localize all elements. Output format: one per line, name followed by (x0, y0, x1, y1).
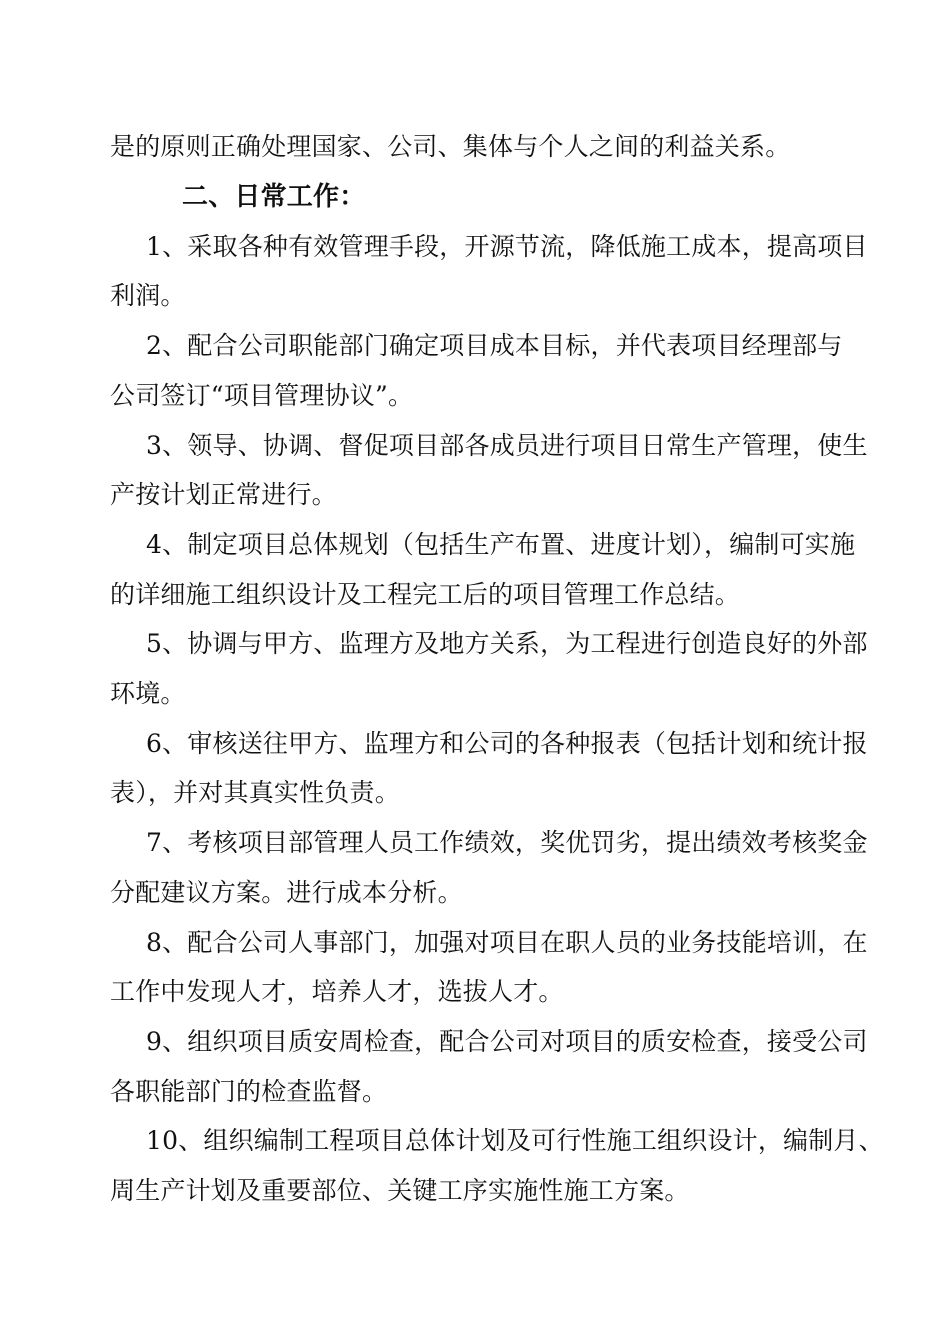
text-line: 公司签订“项目管理协议”。 (110, 380, 414, 410)
text-line: 2、配合公司职能部门确定项目成本目标，并代表项目经理部与 (146, 331, 843, 361)
text-line: 是的原则正确处理国家、公司、集体与个人之间的利益关系。 (110, 132, 791, 161)
text-line: 各职能部门的检查监督。 (110, 1076, 388, 1106)
text-line: 分配建议方案。进行成本分析。 (110, 877, 463, 907)
text-line: 利润。 (110, 281, 186, 311)
text-line: 7、考核项目部管理人员工作绩效，奖优罚劣，提出绩效考核奖金 (146, 828, 868, 858)
text-line: 6、审核送往甲方、监理方和公司的各种报表（包括计划和统计报 (146, 728, 868, 758)
text-line: 环境。 (110, 679, 186, 709)
text-line: 产按计划正常进行。 (110, 480, 337, 510)
text-line: 10、组织编制工程项目总体计划及可行性施工组织设计，编制月、 (146, 1126, 884, 1156)
document-body (110, 122, 884, 1216)
text-line: 4、制定项目总体规划（包括生产布置、进度计划），编制可实施 (146, 529, 856, 559)
text-line: 3、领导、协调、督促项目部各成员进行项目日常生产管理，使生 (146, 430, 868, 460)
text-line: 1、采取各种有效管理手段，开源节流，降低施工成本，提高项目 (146, 231, 868, 261)
text-line: 5、协调与甲方、监理方及地方关系，为工程进行创造良好的外部 (146, 629, 868, 659)
text-line: 周生产计划及重要部位、关键工序实施性施工方案。 (110, 1176, 690, 1206)
text-line: 的详细施工组织设计及工程完工后的项目管理工作总结。 (110, 579, 741, 609)
section-heading: 二、日常工作： (182, 181, 366, 212)
text-line: 表），并对其真实性负责。 (110, 778, 400, 808)
text-line: 8、配合公司人事部门，加强对项目在职人员的业务技能培训，在 (146, 927, 868, 957)
text-line: 9、组织项目质安周检查，配合公司对项目的质安检查，接受公司 (146, 1026, 868, 1056)
text-line: 工作中发现人才，培养人才，选拔人才。 (110, 977, 564, 1007)
